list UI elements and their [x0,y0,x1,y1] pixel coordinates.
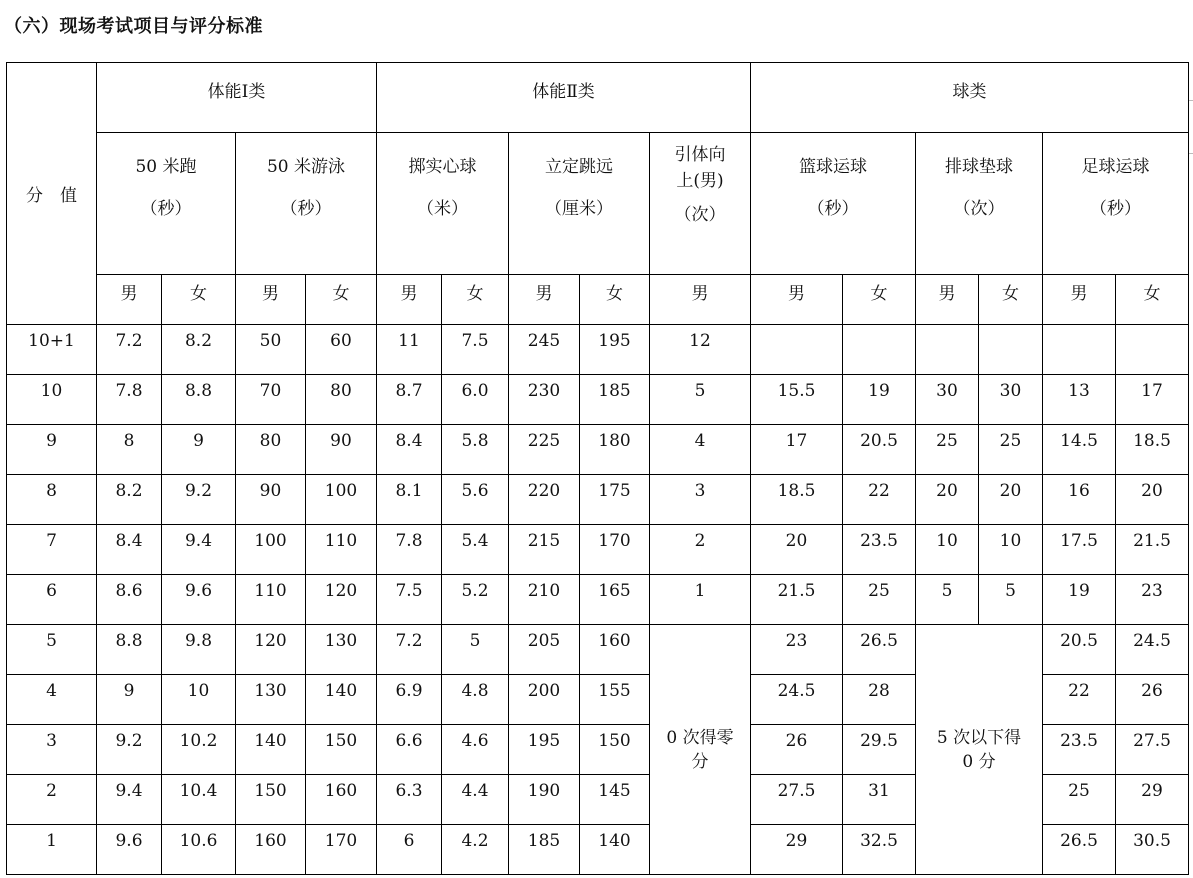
table-cell: 15.5 [751,375,843,425]
table-cell: 9.6 [162,575,236,625]
table-cell: 7.5 [442,325,509,375]
table-cell: 25 [843,575,916,625]
table-cell: 80 [236,425,306,475]
gender-female: 女 [580,275,650,325]
score-value: 6 [7,575,97,625]
score-value: 9 [7,425,97,475]
table-row [7,475,1189,525]
table-cell: 23.5 [843,525,916,575]
table-cell: 5 [442,625,509,675]
gender-female: 女 [843,275,916,325]
table-cell: 22 [843,475,916,525]
table-cell [751,325,843,375]
table-cell: 20 [916,475,979,525]
table-cell: 185 [509,825,580,875]
table-cell: 2 [650,525,751,575]
table-cell: 70 [236,375,306,425]
table-cell: 8.2 [97,475,162,525]
table-cell: 215 [509,525,580,575]
table-cell: 180 [580,425,650,475]
table-cell: 5.4 [442,525,509,575]
gender-male: 男 [377,275,442,325]
gender-male: 男 [236,275,306,325]
table-cell: 26 [751,725,843,775]
item-header-football: 足球运球 （秒） [1043,133,1189,275]
table-cell: 5.6 [442,475,509,525]
score-value: 2 [7,775,97,825]
gender-female: 女 [979,275,1043,325]
table-cell: 4.2 [442,825,509,875]
table-cell: 7.8 [97,375,162,425]
table-cell: 150 [236,775,306,825]
gender-male: 男 [1043,275,1116,325]
table-cell: 18.5 [751,475,843,525]
table-cell: 17 [751,425,843,475]
score-value: 4 [7,675,97,725]
table-cell [843,325,916,375]
gender-male: 男 [97,275,162,325]
table-cell: 29.5 [843,725,916,775]
table-cell: 27.5 [751,775,843,825]
item-header-shot-ball: 掷实心球 （米） [377,133,509,275]
table-cell: 25 [979,425,1043,475]
table-cell: 8.1 [377,475,442,525]
table-cell: 80 [306,375,377,425]
table-cell: 195 [580,325,650,375]
table-cell: 5.8 [442,425,509,475]
table-cell: 23 [1116,575,1189,625]
score-value: 10 [7,375,97,425]
table-cell: 205 [509,625,580,675]
table-cell: 230 [509,375,580,425]
gender-female: 女 [162,275,236,325]
table-cell: 20.5 [843,425,916,475]
table-cell: 12 [650,325,751,375]
table-cell: 32.5 [843,825,916,875]
table-cell: 29 [1116,775,1189,825]
volleyball-zero-note: 5 次以下得 0 分 [916,625,1043,875]
table-cell: 29 [751,825,843,875]
table-cell: 110 [306,525,377,575]
table-cell: 4.4 [442,775,509,825]
table-cell: 6.0 [442,375,509,425]
item-header-volleyball: 排球垫球 （次） [916,133,1043,275]
table-cell: 120 [236,625,306,675]
gender-male: 男 [751,275,843,325]
table-cell: 140 [580,825,650,875]
table-cell: 120 [306,575,377,625]
table-cell: 23.5 [1043,725,1116,775]
table-cell: 26 [1116,675,1189,725]
table-cell: 10 [979,525,1043,575]
table-cell: 8 [97,425,162,475]
table-cell: 145 [580,775,650,825]
table-cell: 31 [843,775,916,825]
table-row [7,375,1189,425]
table-cell: 7.5 [377,575,442,625]
item-header-50m-run: 50 米跑 （秒） [97,133,236,275]
table-cell: 16 [1043,475,1116,525]
table-cell: 130 [306,625,377,675]
table-cell: 195 [509,725,580,775]
table-cell: 27.5 [1116,725,1189,775]
table-cell: 6.9 [377,675,442,725]
group-header-ball: 球类 [751,63,1189,133]
table-cell: 4 [650,425,751,475]
table-cell: 13 [1043,375,1116,425]
table-cell: 17 [1116,375,1189,425]
table-cell: 160 [236,825,306,875]
table-cell: 20 [979,475,1043,525]
table-cell: 160 [580,625,650,675]
table-cell: 8.4 [377,425,442,475]
item-header-50m-swim: 50 米游泳 （秒） [236,133,377,275]
table-cell: 6.6 [377,725,442,775]
table-cell: 50 [236,325,306,375]
table-cell: 8.6 [97,575,162,625]
gender-male: 男 [650,275,751,325]
table-cell: 20 [1116,475,1189,525]
table-cell: 21.5 [1116,525,1189,575]
table-cell: 130 [236,675,306,725]
table-cell: 19 [843,375,916,425]
table-cell: 8.2 [162,325,236,375]
score-value: 7 [7,525,97,575]
table-cell: 165 [580,575,650,625]
table-cell: 5 [650,375,751,425]
table-cell: 9 [97,675,162,725]
table-cell: 9.4 [162,525,236,575]
table-cell: 30.5 [1116,825,1189,875]
table-cell: 210 [509,575,580,625]
table-cell: 10 [162,675,236,725]
table-row [7,625,1189,675]
table-cell: 3 [650,475,751,525]
table-row [7,425,1189,475]
table-cell: 22 [1043,675,1116,725]
table-cell: 200 [509,675,580,725]
score-value: 10+1 [7,325,97,375]
table-cell: 7.8 [377,525,442,575]
table-cell: 4.8 [442,675,509,725]
table-cell: 20.5 [1043,625,1116,675]
table-cell: 25 [1043,775,1116,825]
table-cell: 7.2 [377,625,442,675]
table-cell: 60 [306,325,377,375]
table-cell: 140 [236,725,306,775]
page-title: （六）现场考试项目与评分标准 [4,16,263,37]
table-row [7,525,1189,575]
table-row [7,575,1189,625]
gender-female: 女 [1116,275,1189,325]
table-cell: 100 [236,525,306,575]
table-cell: 8.7 [377,375,442,425]
table-cell: 25 [916,425,979,475]
gender-male: 男 [916,275,979,325]
score-value: 1 [7,825,97,875]
table-cell: 10.6 [162,825,236,875]
item-header-standing-jump: 立定跳远 （厘米） [509,133,650,275]
table-cell: 5 [979,575,1043,625]
pullup-zero-note: 0 次得零 分 [650,625,751,875]
table-cell: 185 [580,375,650,425]
score-rows [7,325,1189,875]
table-cell: 21.5 [751,575,843,625]
table-cell: 20 [751,525,843,575]
table-cell: 10 [916,525,979,575]
group-header-physical-2: 体能Ⅱ类 [377,63,751,133]
scoring-table [6,62,1189,875]
table-cell: 9.2 [97,725,162,775]
score-value: 3 [7,725,97,775]
score-value: 8 [7,475,97,525]
score-header: 分 值 [7,63,97,325]
table-cell: 100 [306,475,377,525]
table-cell: 24.5 [751,675,843,725]
table-cell: 170 [306,825,377,875]
table-cell: 90 [306,425,377,475]
table-cell: 19 [1043,575,1116,625]
table-cell: 90 [236,475,306,525]
gender-male: 男 [509,275,580,325]
table-cell: 1 [650,575,751,625]
table-cell [1043,325,1116,375]
table-cell: 4.6 [442,725,509,775]
table-cell: 14.5 [1043,425,1116,475]
table-cell: 175 [580,475,650,525]
table-cell: 10.4 [162,775,236,825]
table-cell: 26.5 [843,625,916,675]
table-cell: 26.5 [1043,825,1116,875]
table-cell: 18.5 [1116,425,1189,475]
table-cell: 5.2 [442,575,509,625]
table-row [7,325,1189,375]
table-cell: 9 [162,425,236,475]
table-cell [979,325,1043,375]
table-cell: 155 [580,675,650,725]
gender-female: 女 [442,275,509,325]
table-cell: 9.2 [162,475,236,525]
group-header-physical-1: 体能Ⅰ类 [97,63,377,133]
table-cell [916,325,979,375]
table-cell: 28 [843,675,916,725]
table-cell: 5 [916,575,979,625]
table-cell: 8.8 [162,375,236,425]
table-cell: 30 [916,375,979,425]
item-header-pullup: 引体向 上(男) （次） [650,133,751,275]
table-cell: 110 [236,575,306,625]
table-cell: 17.5 [1043,525,1116,575]
table-cell: 9.6 [97,825,162,875]
table-cell: 8.8 [97,625,162,675]
table-cell: 11 [377,325,442,375]
table-cell: 24.5 [1116,625,1189,675]
table-cell: 225 [509,425,580,475]
table-cell: 245 [509,325,580,375]
table-cell: 30 [979,375,1043,425]
table-cell: 7.2 [97,325,162,375]
table-cell: 10.2 [162,725,236,775]
table-cell: 8.4 [97,525,162,575]
table-cell: 190 [509,775,580,825]
table-cell: 220 [509,475,580,525]
table-cell: 150 [306,725,377,775]
table-cell: 150 [580,725,650,775]
table-cell: 23 [751,625,843,675]
score-value: 5 [7,625,97,675]
gender-female: 女 [306,275,377,325]
table-cell: 9.8 [162,625,236,675]
table-cell: 170 [580,525,650,575]
table-cell: 160 [306,775,377,825]
table-cell: 9.4 [97,775,162,825]
table-cell: 6 [377,825,442,875]
table-cell: 6.3 [377,775,442,825]
table-cell: 140 [306,675,377,725]
table-cell [1116,325,1189,375]
item-header-basketball: 篮球运球 （秒） [751,133,916,275]
